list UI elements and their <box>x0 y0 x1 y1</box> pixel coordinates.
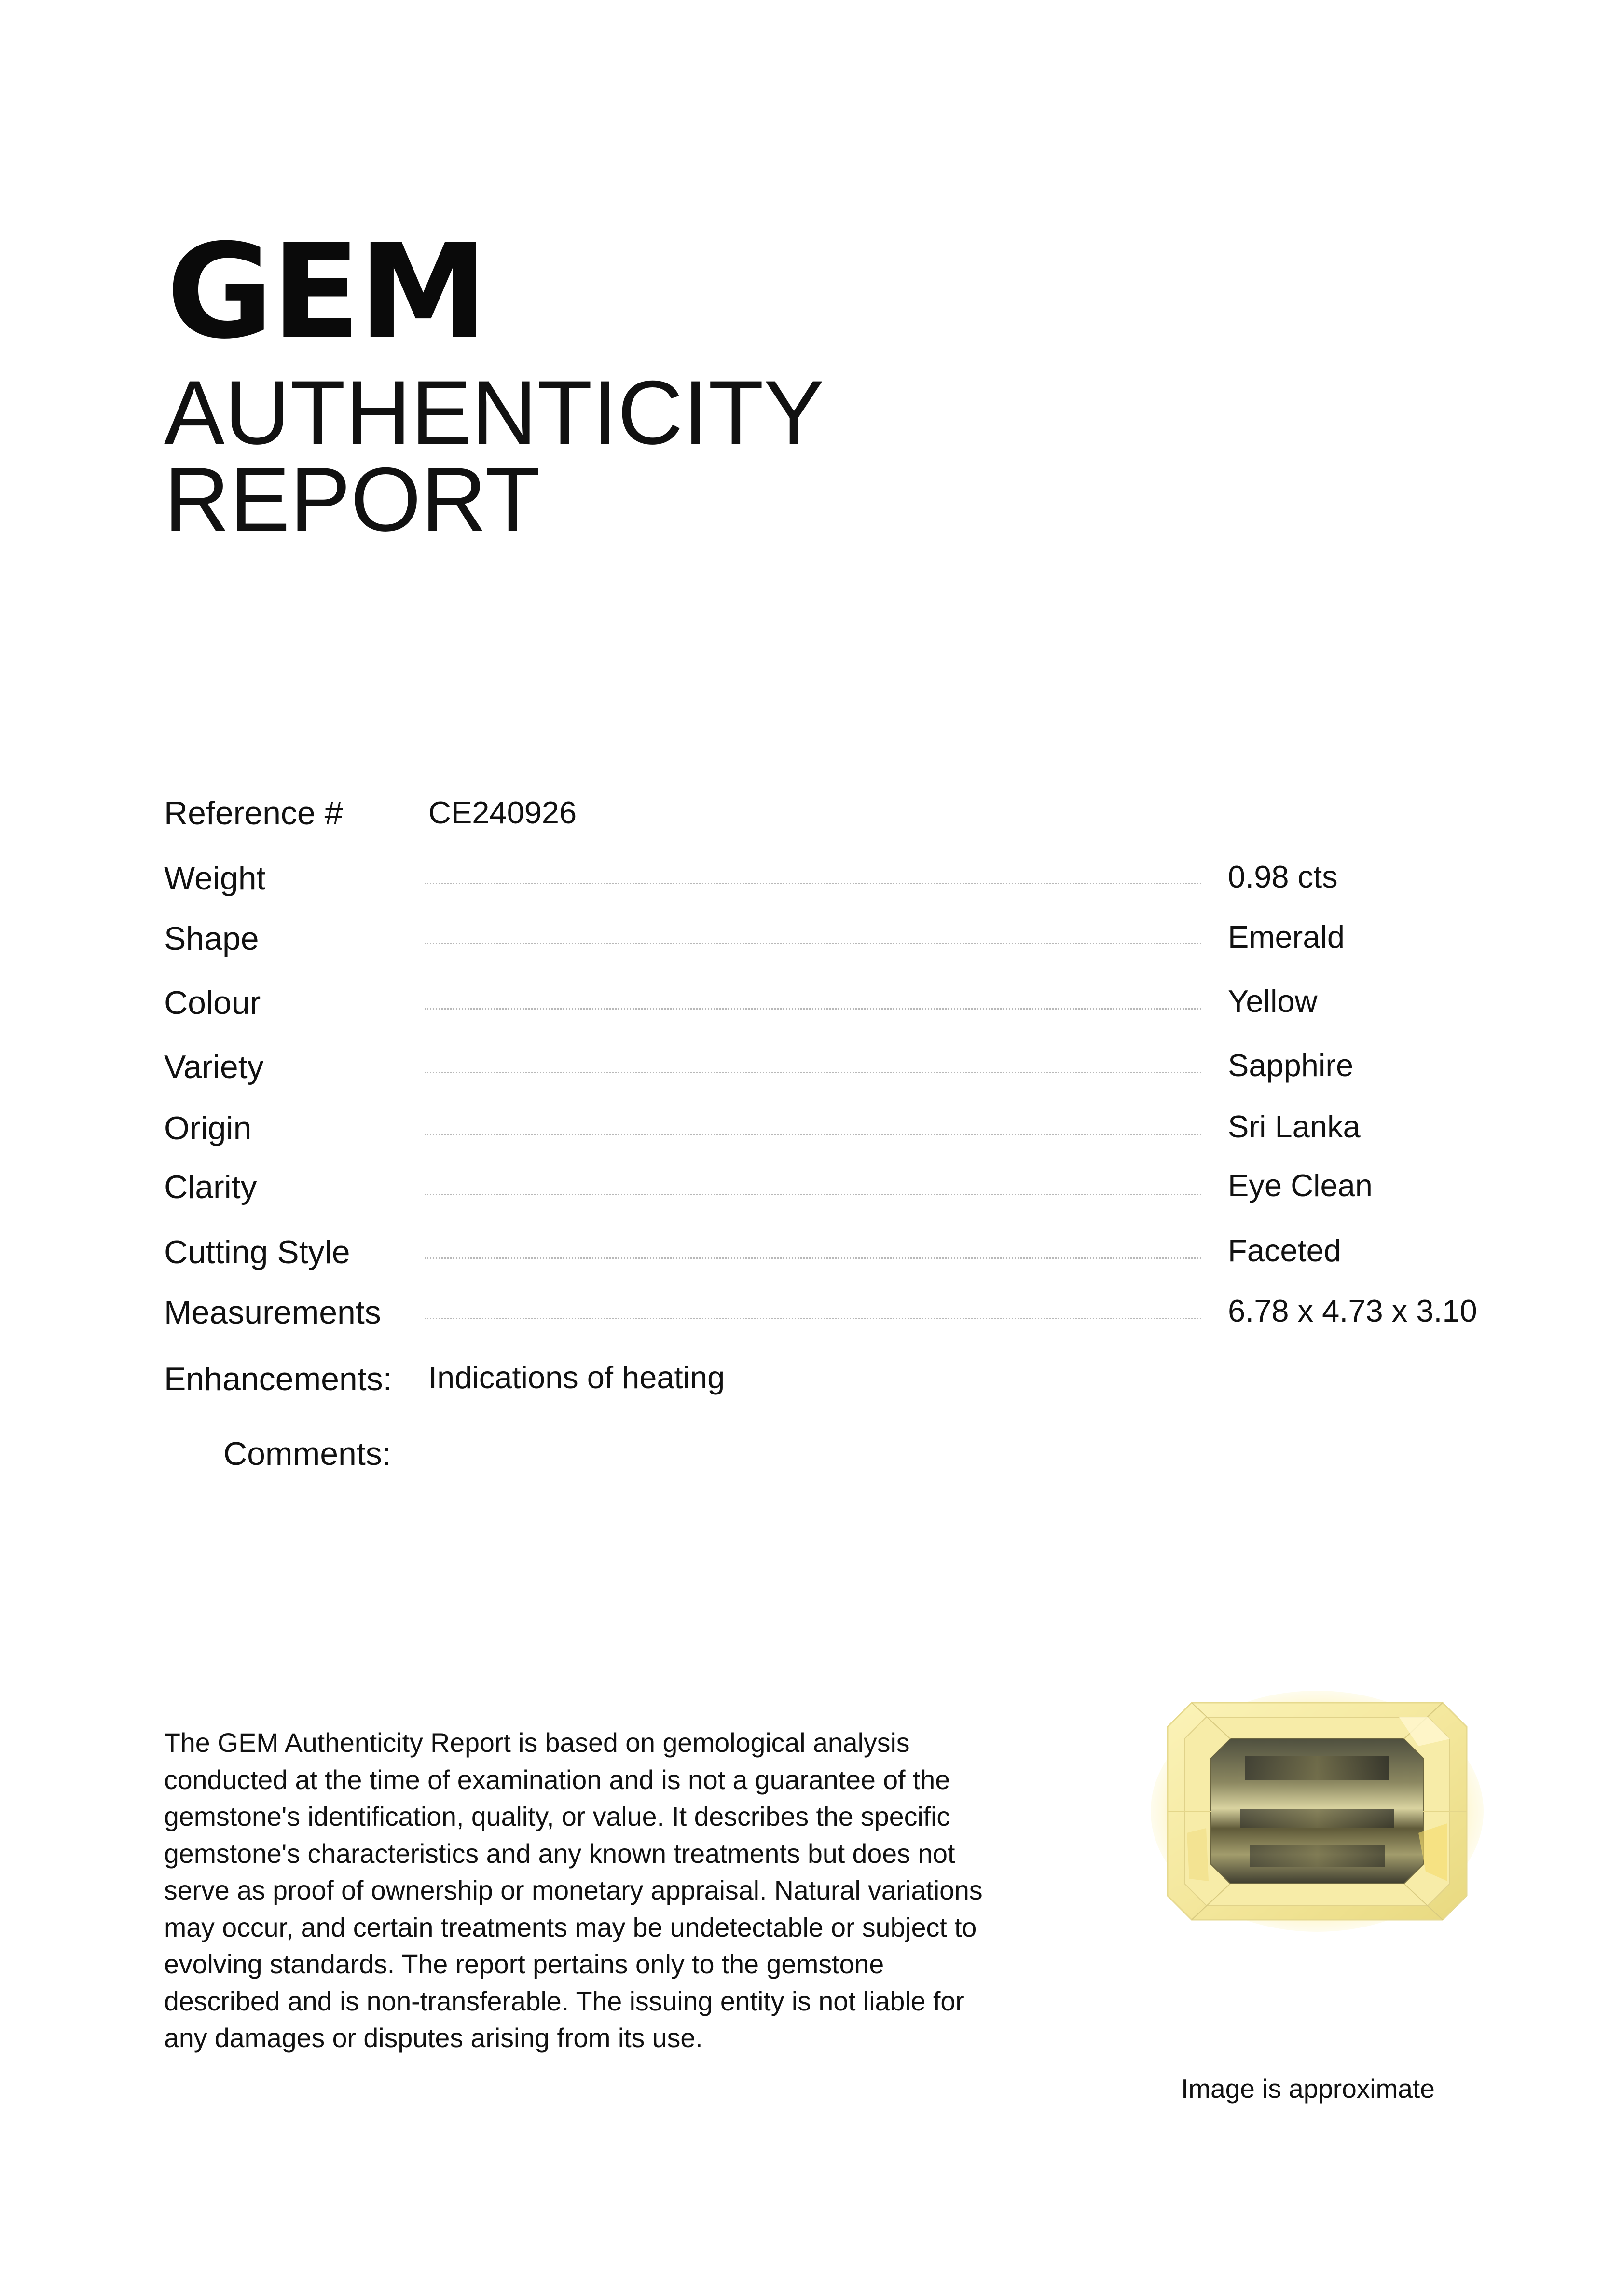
origin-leader <box>425 1134 1201 1135</box>
disclaimer-text: The GEM Authenticity Report is based on gemological analysis conducted at the time of examination and is not a guarantee of the gemstone's identification, quality, or value. It describes the specific gemstone's characteristics and any known treatments but does not serve as proof of ownership or monetary appraisal. Natural variations may occur, and certain treatments may be undetectable or subject to evolving standards. The report pertains only to the gemstone described and is non-transferable. The issuing entity is not liable for any damages or disputes arising from its use. <box>164 1728 983 2053</box>
measurements-leader <box>425 1318 1201 1319</box>
shape-label: Shape <box>164 920 259 957</box>
weight-label: Weight <box>164 860 266 897</box>
origin-value: Sri Lanka <box>1228 1109 1361 1144</box>
reference-value: CE240926 <box>428 795 577 830</box>
colour-leader <box>425 1008 1201 1010</box>
cutting-style-value: Faceted <box>1228 1233 1341 1268</box>
clarity-leader <box>425 1194 1201 1195</box>
gemstone-image <box>1148 1688 1486 1934</box>
enhancements-value: Indications of heating <box>428 1360 725 1395</box>
measurements-label: Measurements <box>164 1294 381 1331</box>
image-approximate-note: Image is approximate <box>1181 2074 1435 2104</box>
origin-label: Origin <box>164 1110 252 1147</box>
variety-value: Sapphire <box>1228 1048 1354 1083</box>
enhancements-label: Enhancements: <box>164 1361 392 1397</box>
report-subtitle-line-2: REPORT <box>164 449 540 550</box>
shape-value: Emerald <box>1228 919 1345 955</box>
clarity-label: Clarity <box>164 1169 257 1205</box>
weight-leader <box>425 883 1201 884</box>
colour-label: Colour <box>164 984 261 1021</box>
comments-label: Comments: <box>223 1435 391 1472</box>
reference-label: Reference # <box>164 795 343 832</box>
measurements-value: 6.78 x 4.73 x 3.10 <box>1228 1293 1477 1328</box>
report-subtitle-line-1: AUTHENTICITY <box>164 362 825 463</box>
colour-value: Yellow <box>1228 984 1318 1019</box>
clarity-value: Eye Clean <box>1228 1168 1373 1203</box>
variety-label: Variety <box>164 1049 264 1085</box>
report-title: GEM <box>166 216 486 368</box>
cutting-style-label: Cutting Style <box>164 1234 350 1271</box>
weight-value: 0.98 cts <box>1228 859 1338 894</box>
shape-leader <box>425 943 1201 944</box>
cutting-style-leader <box>425 1257 1201 1259</box>
variety-leader <box>425 1072 1201 1073</box>
report-subtitle <box>164 362 825 550</box>
